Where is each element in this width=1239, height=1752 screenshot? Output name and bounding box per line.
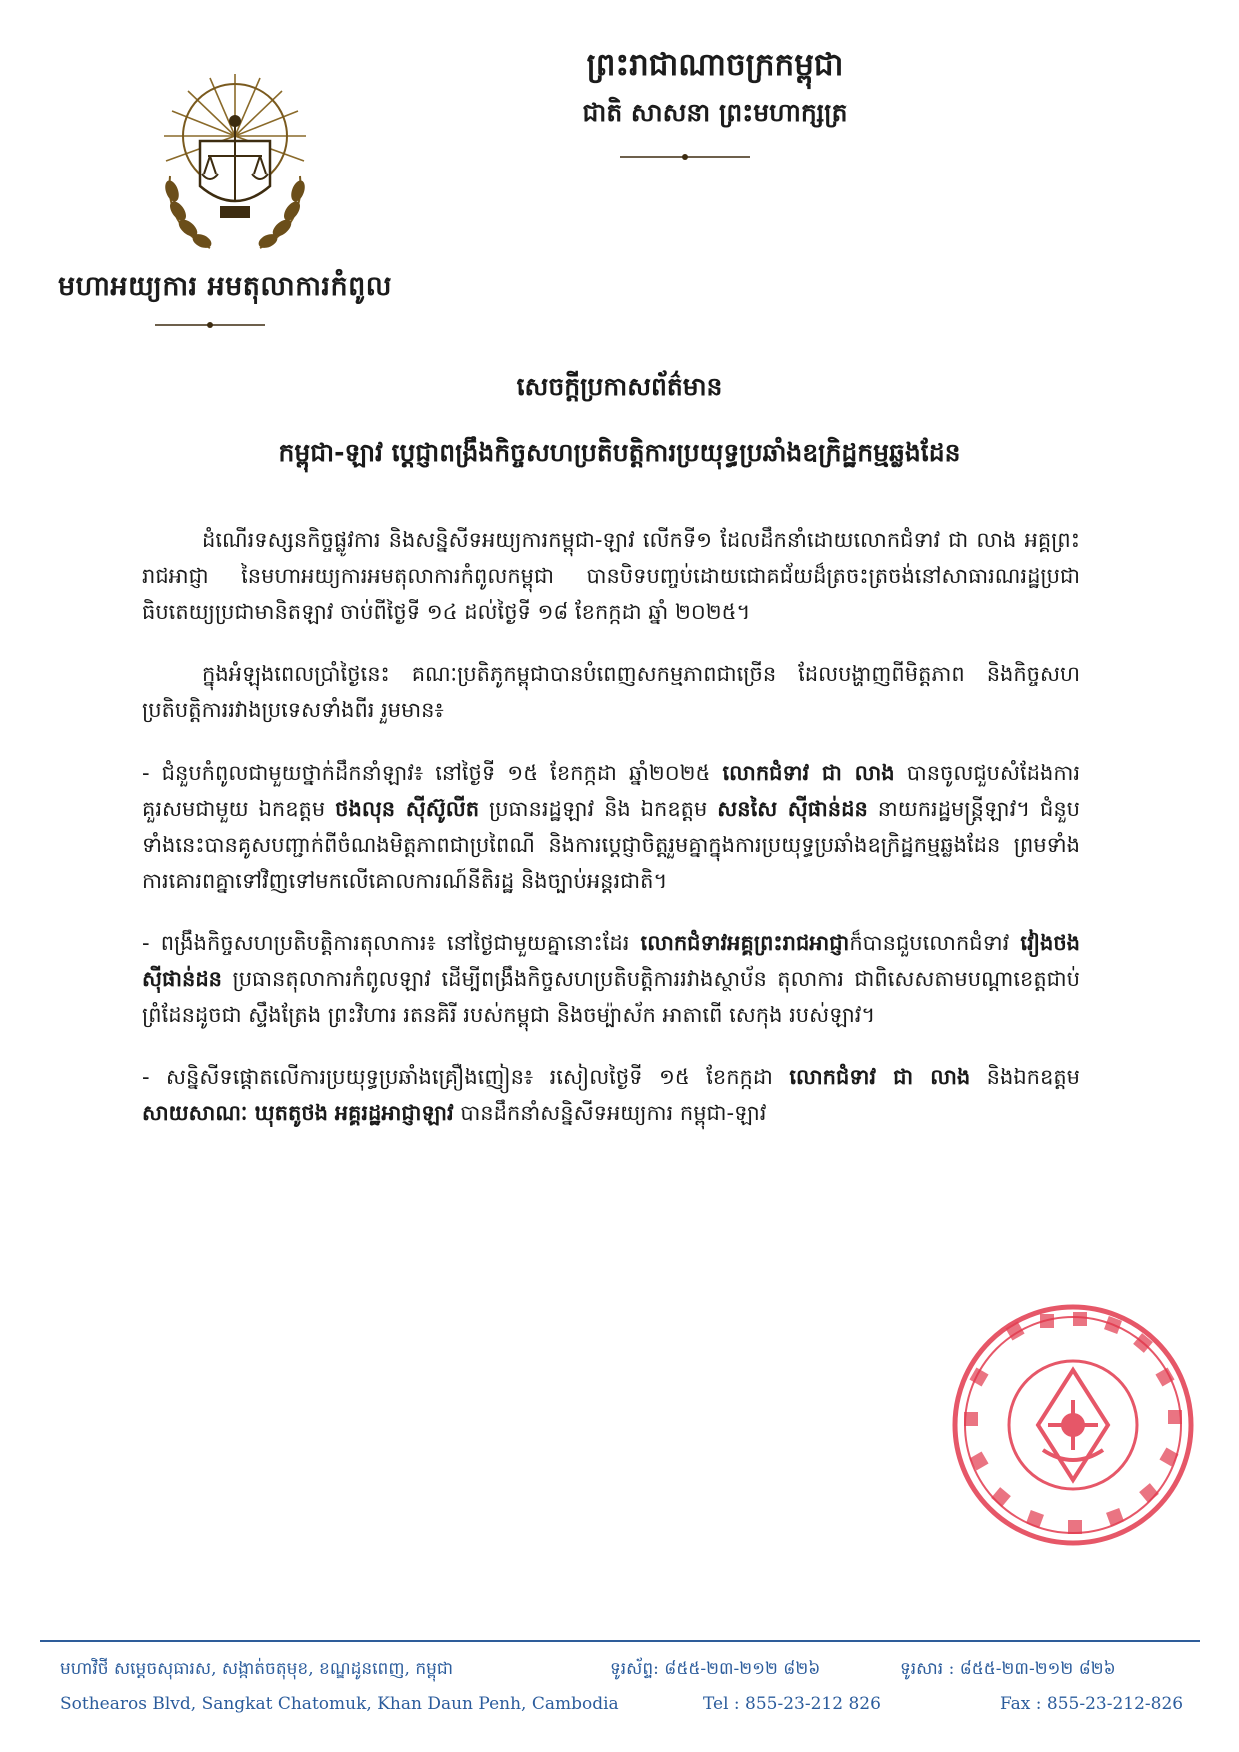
paragraph-activities: ក្នុងអំឡុងពេលប្រាំថ្ងៃនេះ គណៈប្រតិភូកម្ពុជាបានបំពេញសកម្មភាពជាច្រើន ដែលបង្ហាញពីមិត្តភាព និងកិច្ចសហប្រតិបត្តិការរវាងប្រទេសទាំងពីរ រួមមាន៖ bbox=[142, 662, 1080, 723]
document-subtitle: កម្ពុជា-ឡាវ ប្ដេជ្ញាពង្រឹងកិច្ចសហប្រតិបត្តិការប្រយុទ្ធប្រឆាំងឧក្រិដ្ឋកម្មឆ្លងដែន bbox=[278, 438, 961, 467]
bullet-text: និងឯកឧត្តម bbox=[970, 1065, 1080, 1090]
document-body bbox=[142, 522, 1080, 1158]
bullet-bold: អគ្គរដ្ឋអាជ្ញាឡាវ bbox=[334, 1101, 454, 1126]
bullet-text: - ជំនួបកំពូលជាមួយថ្នាក់ដឹកនាំឡាវ៖ នៅថ្ងៃទី ១៥ ខែកក្កដា ឆ្នាំ២០២៥ bbox=[142, 760, 723, 785]
prosecutor-emblem-icon bbox=[150, 66, 320, 256]
footer-address-khmer: មហាវិថី សម្ដេចសុធារស, សង្កាត់ចតុមុខ, ខណ្ឌដូនពេញ, កម្ពុជា bbox=[60, 1659, 454, 1679]
bullet-judicial-cooperation bbox=[142, 925, 1080, 1033]
kingdom-heading: ព្រះរាជាណាចក្រកម្ពុជា bbox=[586, 47, 844, 83]
paragraph-intro: ដំណើរទស្សនកិច្ចផ្លូវការ និងសន្និសីទអយ្យការកម្ពុជា-ឡាវ លើកទី១ ដែលដឹកនាំដោយលោកជំទាវ ជា លាង អគ្គព្រះរាជអាជ្ញា នៃមហាអយ្យការអមតុលាការកំពូលកម្ពុជា បានបិទបញ្ចប់ដោយជោគជ័យដ៏ត្រចះត្រចង់នៅសាធារណរដ្ឋប្រជាធិបតេយ្យប្រជាមានិតឡាវ ចាប់ពីថ្ងៃទី ១៤ ដល់ថ្ងៃទី ១៨ ខែកក្កដា ឆ្នាំ ២០២៥។ bbox=[142, 528, 1080, 625]
bullet-summit-meeting bbox=[142, 755, 1080, 899]
page-footer bbox=[40, 1650, 1200, 1730]
bullet-bold: វៀងថង ស៊ីផាន់ដន bbox=[142, 930, 1080, 992]
footer-address-english: Sothearos Blvd, Sangkat Chatomuk, Khan Daun Penh, Cambodia bbox=[60, 1694, 619, 1714]
ornament-divider-icon bbox=[620, 152, 750, 162]
bullet-text: - សន្និសីទផ្ដោតលើការប្រយុទ្ធប្រឆាំងគ្រឿងញៀន៖ រសៀលថ្ងៃទី ១៥ ខែកក្កដា bbox=[142, 1065, 790, 1090]
bullet-text: បានចូលជួបសំដែងការគួរសមជាមួយ ឯកឧត្តម bbox=[142, 760, 1080, 821]
bullet-bold: លោកជំទាវអគ្គព្រះរាជអាជ្ញា bbox=[640, 930, 850, 955]
footer-phone-english: Tel : 855-23-212 826 bbox=[703, 1694, 881, 1714]
bullet-bold: លោកជំទាវ ជា លាង bbox=[722, 760, 895, 785]
bullet-text bbox=[328, 1101, 335, 1125]
bullet-text: - ពង្រឹងកិច្ចសហប្រតិបត្តិការតុលាការ៖ នៅថ្ងៃជាមួយគ្នានោះដែរ bbox=[142, 930, 641, 955]
bullet-text: បានដឹកនាំសន្និសីទអយ្យការ កម្ពុជា-ឡាវ bbox=[453, 1101, 767, 1126]
bullet-text: ប្រធានតុលាការកំពូលឡាវ ដើម្បីពង្រឹងកិច្ចសហប្រតិបត្តិការរវាងស្ថាប័ន តុលាការ ជាពិសេសតាមបណ្ដាខេត្តជាប់ព្រំដែនដូចជា ស្ទឹងត្រែង ព្រះវិហារ រតនគិរី របស់កម្ពុជា និងចម្ប៉ាស័ក អាតាពើ សេកុង របស់ឡាវ។ bbox=[142, 967, 1080, 1028]
ornament-divider-icon bbox=[155, 320, 265, 330]
institution-name: មហាអយ្យការ អមតុលាការកំពូល bbox=[58, 271, 392, 302]
official-seal-stamp bbox=[948, 1300, 1198, 1550]
bullet-text: ក៏បានជួបលោកជំទាវ bbox=[849, 930, 1021, 955]
bullet-text: នាយករដ្ឋមន្ត្រីឡាវ។ ជំនួបទាំងនេះបានគូសបញ្ជាក់ពីចំណងមិត្តភាពជាប្រពៃណី និងការប្ដេជ្ញាចិត្តរួមគ្នាក្នុងការប្រយុទ្ធប្រឆាំងឧក្រិដ្ឋកម្មឆ្លងដែន ព្រមទាំងការគោរពគ្នាទៅវិញទៅមកលើគោលការណ៍នីតិរដ្ឋ និងច្បាប់អន្តរជាតិ។ bbox=[142, 796, 1080, 893]
bullet-bold: ថងលុន ស៊ីស៊ូលីត bbox=[335, 796, 480, 821]
document-title: សេចក្ដីប្រកាសព័ត៌មាន bbox=[516, 372, 723, 401]
bullet-text: ប្រធានរដ្ឋឡាវ និង ឯកឧត្តម bbox=[479, 796, 718, 821]
bullet-drug-conference bbox=[142, 1059, 1080, 1131]
footer-fax-khmer: ទូរសារ : ៨៥៥-២៣-២១២ ៨២៦ bbox=[900, 1659, 1116, 1679]
bullet-bold: សនសៃ ស៊ីផាន់ដន bbox=[717, 796, 868, 821]
national-motto: ជាតិ សាសនា ព្រះមហាក្សត្រ bbox=[582, 98, 848, 127]
bullet-bold: លោកជំទាវ ជា លាង bbox=[789, 1065, 971, 1090]
footer-fax-english: Fax : 855-23-212-826 bbox=[1000, 1694, 1184, 1714]
footer-divider bbox=[40, 1640, 1200, 1642]
bullet-bold: សាយសាណៈ ឃុតតូថង bbox=[142, 1101, 328, 1126]
footer-phone-khmer: ទូរស័ព្ទ: ៨៥៥-២៣-២១២ ៨២៦ bbox=[610, 1659, 821, 1679]
